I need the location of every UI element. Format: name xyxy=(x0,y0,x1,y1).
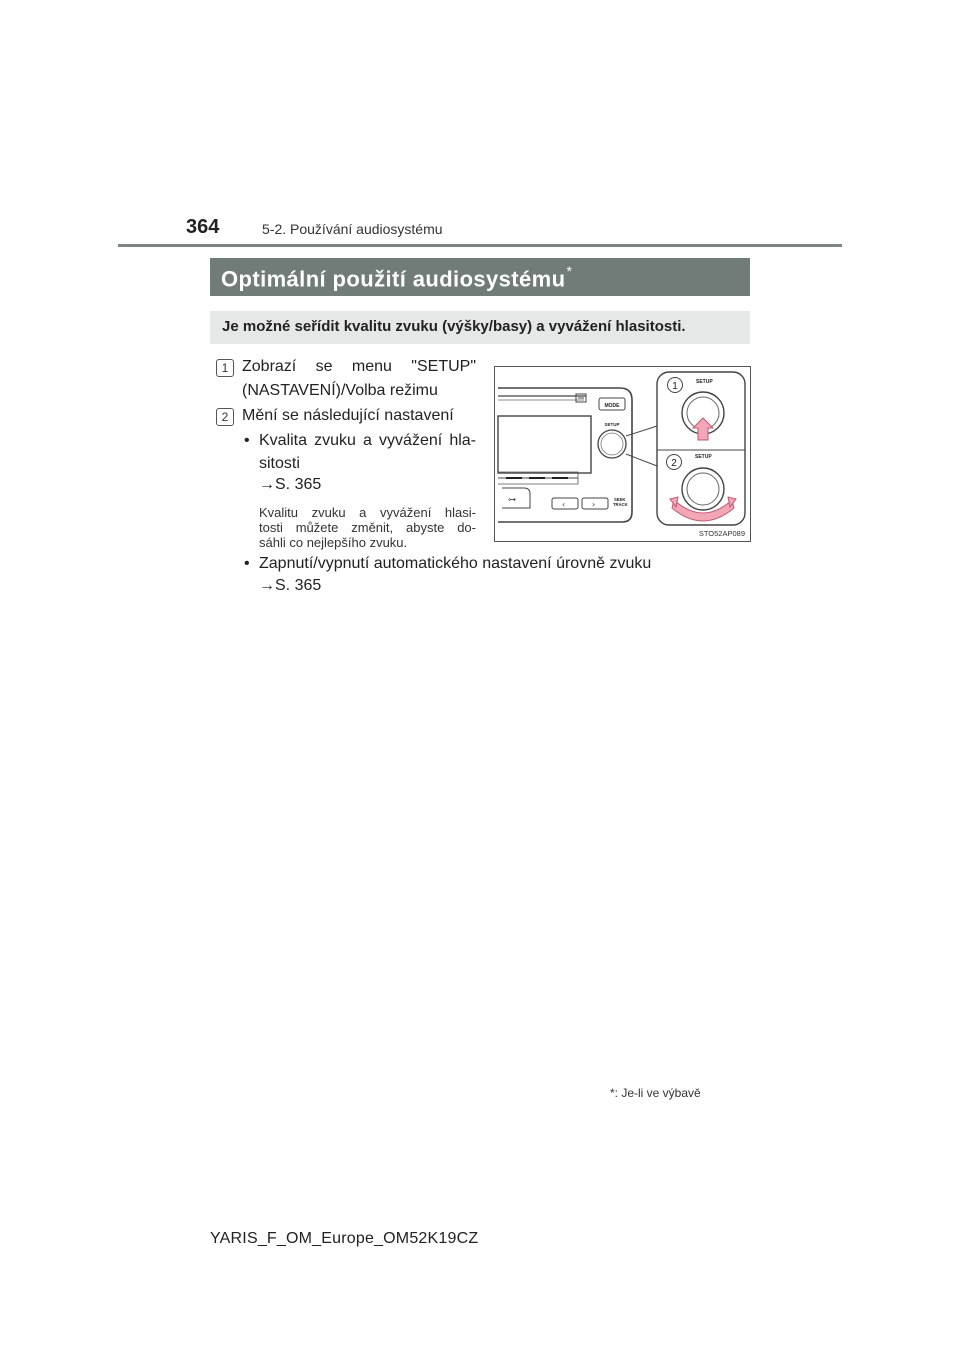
setup-label-1: SETUP xyxy=(696,379,713,385)
item-1-line-1: Zobrazí se menu "SETUP" xyxy=(242,358,476,375)
note-line-3: sáhli co nejlepšího zvuku. xyxy=(259,535,408,550)
document-id: YARIS_F_OM_Europe_OM52K19CZ xyxy=(210,1230,479,1247)
section-title: Optimální použití audiosystému* xyxy=(221,263,573,292)
usb-icon: ⊶ xyxy=(508,495,516,504)
track-label: TRACK xyxy=(613,502,628,507)
page-reference: →S. 365 xyxy=(259,476,322,493)
sub-item-2-text: Zapnutí/vypnutí automatického nastavení úrovně zvuku xyxy=(259,555,652,572)
seek-back-icon: ‹ xyxy=(562,500,566,509)
callout-1-number: 1 xyxy=(672,381,678,392)
mode-button-label: MODE xyxy=(604,403,620,409)
page-number: 364 xyxy=(186,216,220,238)
intro-text: Je možné seřídit kvalitu zvuku (výšky/basy) a vyvážení hlasitosti. xyxy=(222,318,686,335)
sub-item-1-line-2: sitosti xyxy=(259,455,300,472)
item-number-badge: 1 xyxy=(216,359,234,377)
bullet: • xyxy=(244,555,250,572)
page-reference: →S. 365 xyxy=(259,577,322,594)
header-rule xyxy=(118,244,842,247)
bullet: • xyxy=(244,432,250,449)
figure-code: STO52AP089 xyxy=(698,529,745,538)
intro-box xyxy=(210,311,750,344)
setup-knob-label: SETUP xyxy=(604,422,620,427)
setup-label-2: SETUP xyxy=(695,454,712,460)
title-asterisk: * xyxy=(566,263,573,279)
note-line-1: Kvalitu zvuku a vyvážení hlasi- xyxy=(259,505,476,520)
seek-label: SEEK xyxy=(614,497,626,502)
footnote-asterisk: * xyxy=(610,1086,615,1100)
item-number-badge: 2 xyxy=(216,408,234,426)
item-2-text: Mění se následující nastavení xyxy=(242,407,454,424)
footnote: *: Je-li ve výbavě xyxy=(610,1086,701,1100)
sub-item-1-line-1: Kvalita zvuku a vyvážení hla- xyxy=(259,432,476,449)
section-label: 5-2. Používání audiosystému xyxy=(262,221,443,237)
note-line-2: tosti můžete změnit, abyste do- xyxy=(259,520,476,535)
section-title-bar xyxy=(210,258,750,296)
item-1-line-2: (NASTAVENÍ)/Volba režimu xyxy=(242,382,438,399)
seek-forward-icon: › xyxy=(592,500,596,509)
callout-2-number: 2 xyxy=(671,458,677,469)
audio-unit-illustration xyxy=(494,366,751,542)
